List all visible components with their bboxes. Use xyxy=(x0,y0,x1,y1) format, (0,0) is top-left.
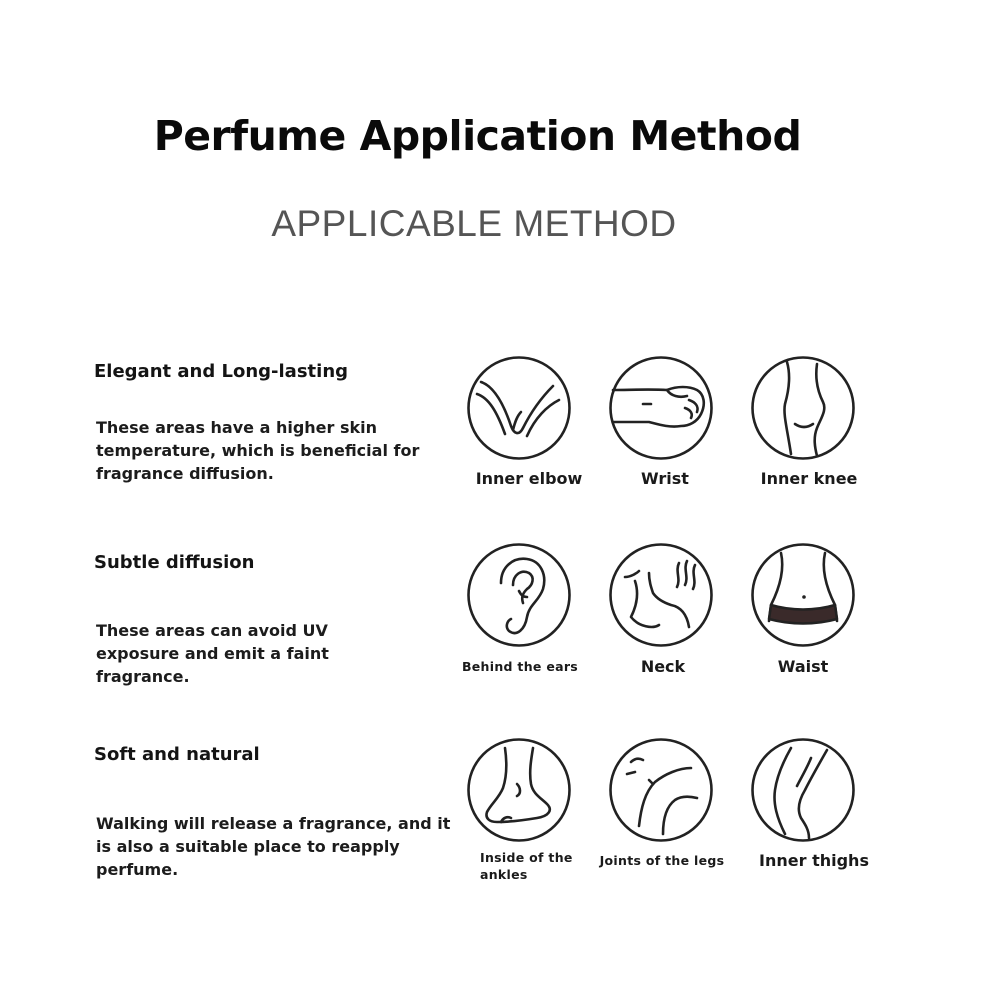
section-heading-subtle: Subtle diffusion xyxy=(94,552,255,573)
label-wrist: Wrist xyxy=(641,469,689,488)
label-leg-joints: Joints of the legs xyxy=(599,853,725,868)
section-heading-elegant: Elegant and Long-lasting xyxy=(94,361,349,382)
inner-elbow-icon xyxy=(467,356,571,460)
leg-joint-icon xyxy=(609,738,713,842)
section-description-soft: Walking will release a fragrance, and it is also a suitable place to reapply perfume. xyxy=(96,814,451,879)
inner-knee-icon xyxy=(751,356,855,460)
label-behind-ears: Behind the ears xyxy=(461,659,579,674)
waist-icon xyxy=(751,543,855,647)
label-inner-knee: Inner knee xyxy=(760,469,858,488)
label-inner-elbow: Inner elbow xyxy=(475,469,583,488)
section-description-subtle: These areas can avoid UV exposure and emit a faint fragrance. xyxy=(96,621,329,686)
label-inner-thighs: Inner thighs xyxy=(759,851,869,870)
page-title: Perfume Application Method xyxy=(153,112,802,160)
page-subtitle: APPLICABLE METHOD xyxy=(271,203,677,244)
neck-icon xyxy=(609,543,713,647)
label-inside-ankles: Inside of the ankles xyxy=(480,850,573,882)
label-neck: Neck xyxy=(640,657,686,676)
wrist-icon xyxy=(609,356,713,460)
ear-icon xyxy=(467,543,571,647)
section-description-elegant: These areas have a higher skin temperature, which is beneficial for fragrance diffusion. xyxy=(96,418,420,483)
section-heading-soft: Soft and natural xyxy=(94,744,260,765)
ankle-icon xyxy=(467,738,571,842)
inner-thigh-icon xyxy=(751,738,855,842)
label-waist: Waist xyxy=(777,657,829,676)
